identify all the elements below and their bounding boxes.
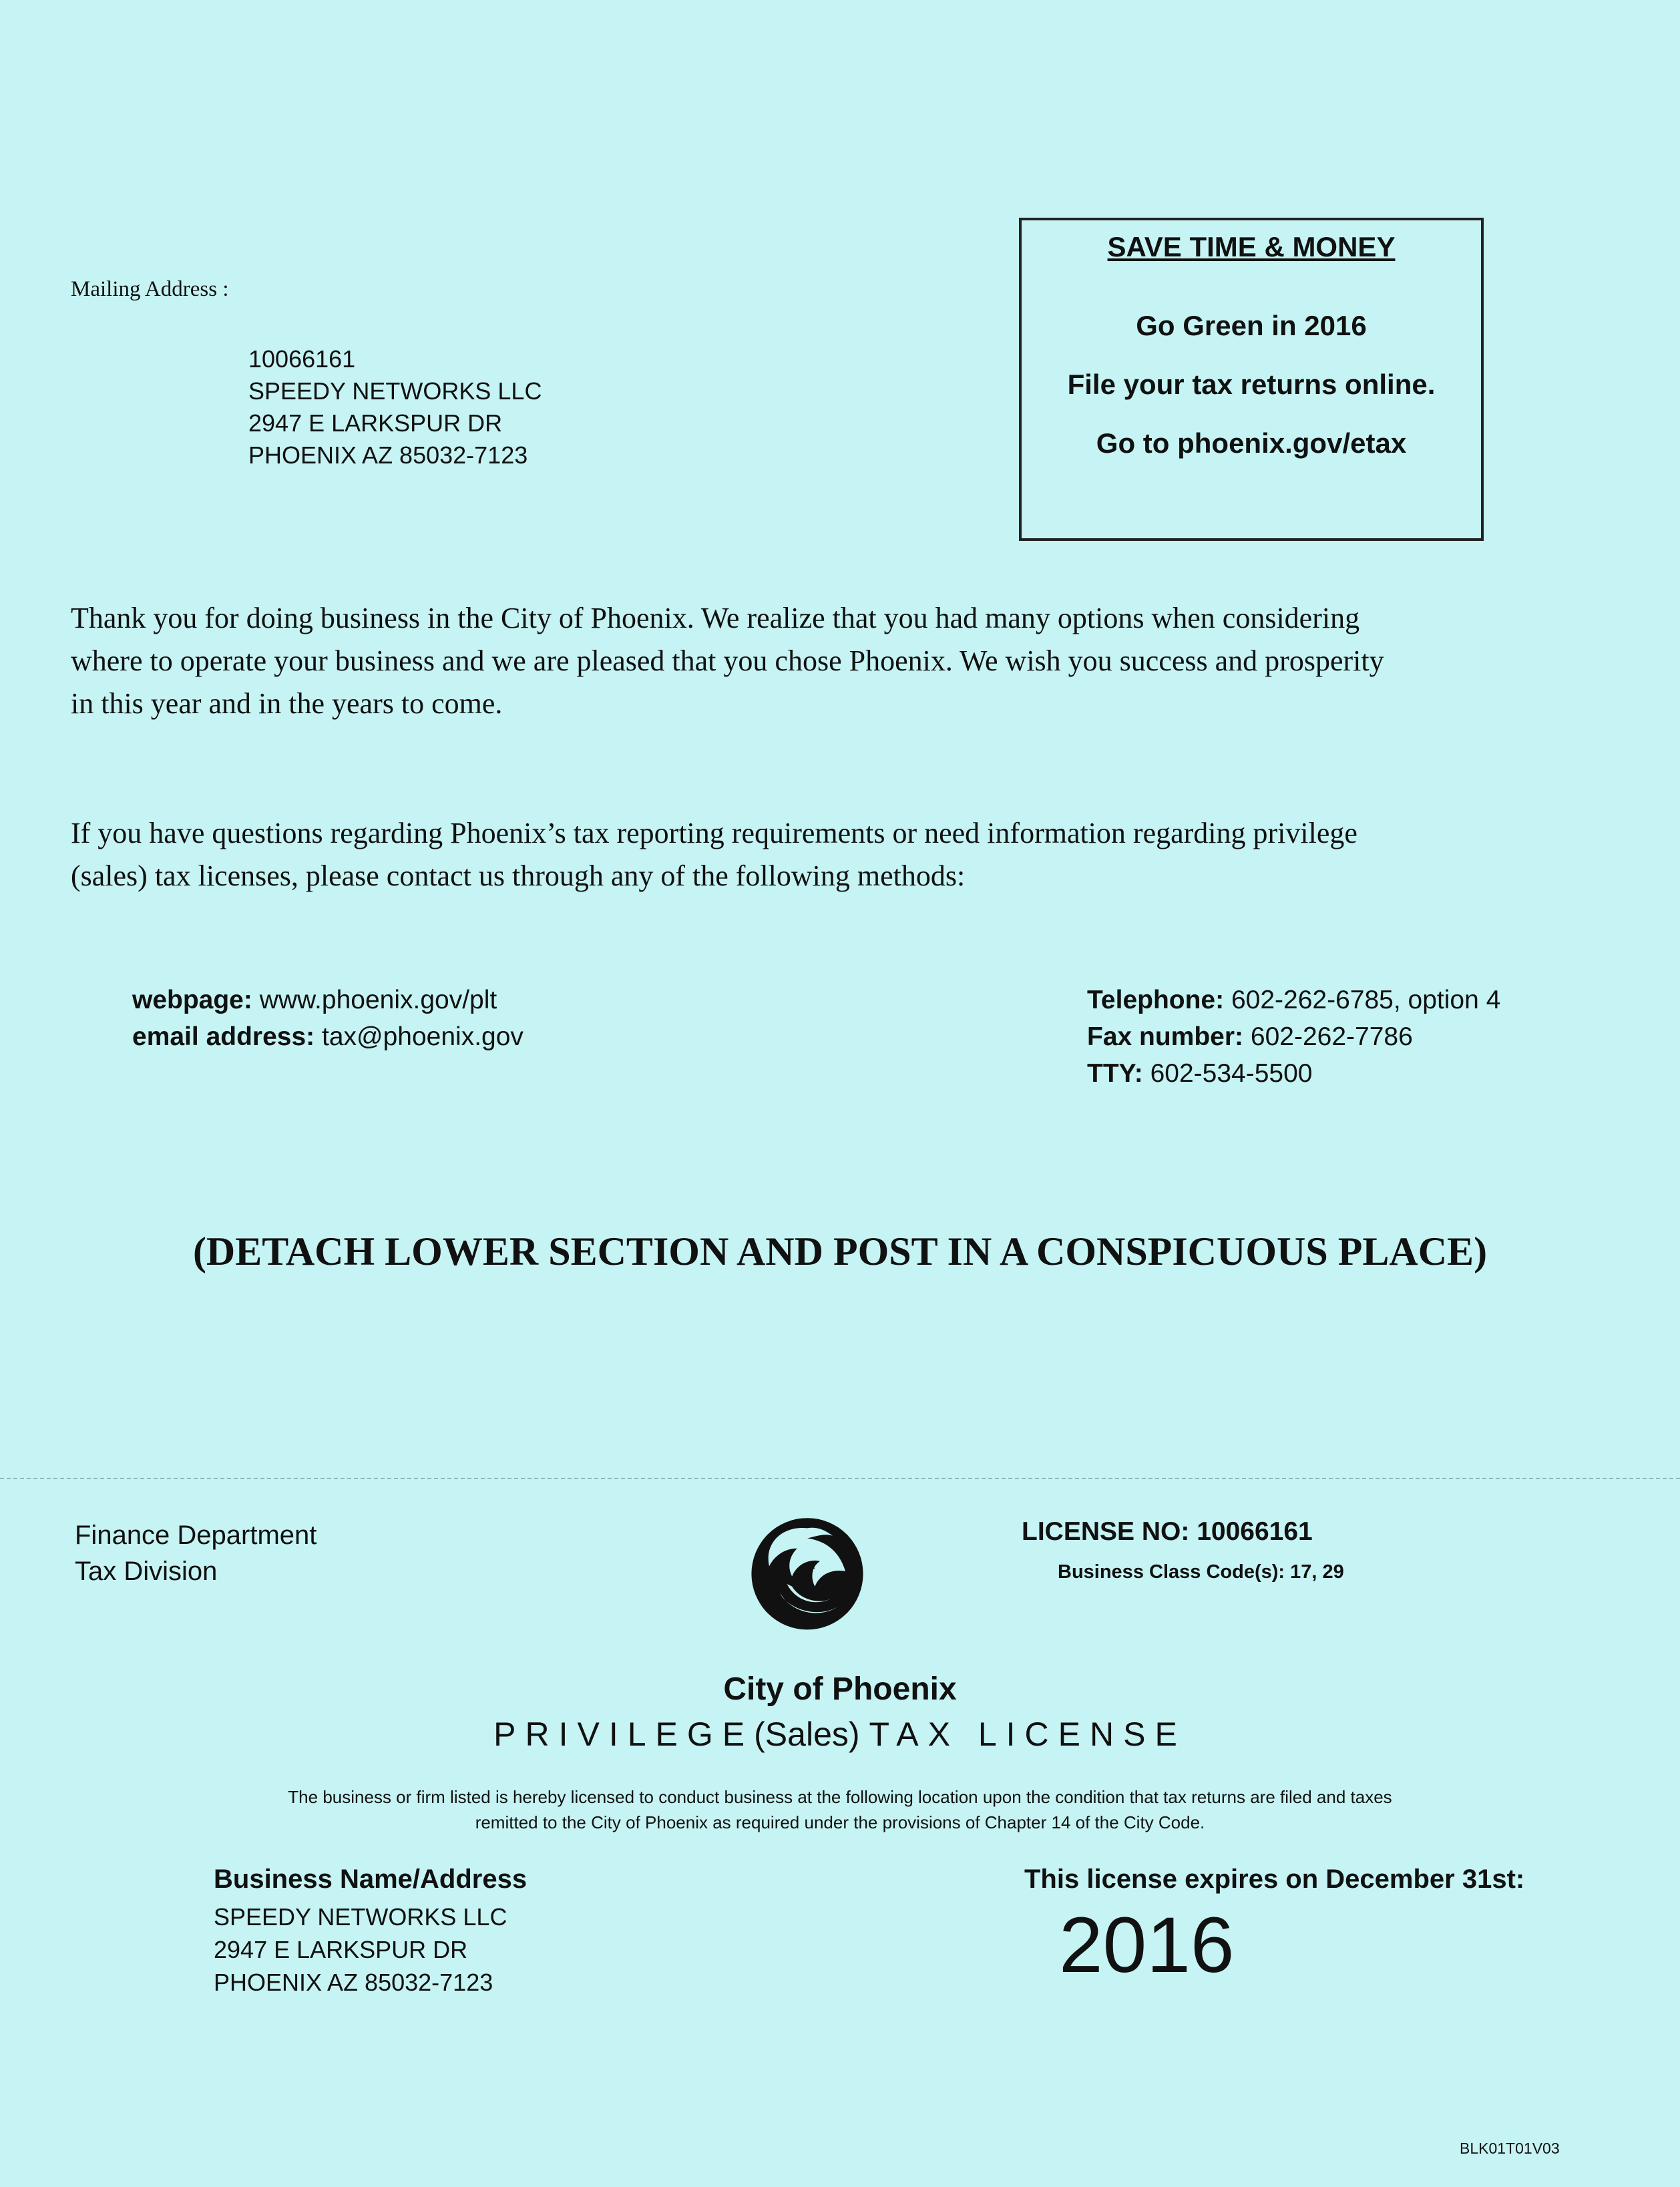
webpage-value: www.phoenix.gov/plt xyxy=(259,986,497,1014)
promo-go-green: Go Green in 2016 xyxy=(1136,310,1367,341)
expiration-year: 2016 xyxy=(1059,1901,1235,1989)
issuing-department xyxy=(75,1517,317,1589)
fax-label: Fax number: xyxy=(1087,1022,1244,1051)
detach-instruction: (DETACH LOWER SECTION AND POST IN A CONSPICUOUS PLACE) xyxy=(192,1229,1488,1273)
license-title-tax-license: TAX LICENSE xyxy=(869,1716,1187,1753)
telephone-value: 602-262-6785, option 4 xyxy=(1231,986,1501,1014)
mailing-city-state-zip: PHOENIX AZ 85032-7123 xyxy=(248,441,528,469)
contact-online xyxy=(132,982,523,1055)
business-street: 2947 E LARKSPUR DR xyxy=(214,1936,468,1963)
promo-file-online: File your tax returns online. xyxy=(1067,369,1436,400)
license-number xyxy=(1022,1517,1313,1547)
class-codes-label: Business Class Code(s): xyxy=(1058,1561,1285,1583)
business-city-state-zip: PHOENIX AZ 85032-7123 xyxy=(214,1969,493,1996)
mailing-address-label: Mailing Address : xyxy=(71,277,229,301)
mailing-street: 2947 E LARKSPUR DR xyxy=(248,409,503,437)
email-value: tax@phoenix.gov xyxy=(321,1022,523,1051)
phoenix-bird-logo-icon xyxy=(744,1508,871,1635)
mailing-address-block xyxy=(248,343,542,471)
telephone-label: Telephone: xyxy=(1087,986,1225,1014)
perforation-line xyxy=(0,1478,1680,1479)
form-code: BLK01T01V03 xyxy=(1460,2140,1560,2157)
email-row xyxy=(132,1018,523,1055)
license-conditions xyxy=(134,1784,1546,1835)
questions-paragraph: If you have questions regarding Phoenix’s tax reporting requirements or need information regarding privilege (sales) tax licenses, please contact us through any of the following methods: xyxy=(71,817,1357,892)
fax-value: 602-262-7786 xyxy=(1250,1022,1413,1051)
conditions-line-2: remitted to the City of Phoenix as required under the provisions of Chapter 14 of the City Code. xyxy=(475,1812,1205,1832)
license-number-value: 10066161 xyxy=(1197,1517,1313,1546)
city-title: City of Phoenix xyxy=(723,1671,957,1707)
promo-box xyxy=(1019,218,1484,541)
license-title xyxy=(0,1715,1680,1754)
tty-row xyxy=(1087,1055,1500,1092)
promo-etax-link: Go to phoenix.gov/etax xyxy=(1096,427,1407,459)
expiration-label: This license expires on December 31st: xyxy=(1024,1864,1525,1894)
division-name: Tax Division xyxy=(75,1557,218,1586)
mailing-business-name: SPEEDY NETWORKS LLC xyxy=(248,377,542,405)
fax-row xyxy=(1087,1018,1500,1055)
business-address-block xyxy=(214,1901,507,1999)
class-codes-value: 17, 29 xyxy=(1290,1561,1344,1583)
account-number: 10066161 xyxy=(248,345,356,373)
license-title-privilege: PRIVILEGE xyxy=(493,1716,755,1753)
email-label: email address: xyxy=(132,1022,315,1051)
business-name: SPEEDY NETWORKS LLC xyxy=(214,1903,507,1931)
thank-you-paragraph: Thank you for doing business in the City of Phoenix. We realize that you had many options when considering where to operate your business and we are pleased that you chose Phoenix. We wish you success and prosperity in this year and in the years to come. xyxy=(71,602,1384,720)
tty-label: TTY: xyxy=(1087,1059,1143,1088)
department-name: Finance Department xyxy=(75,1521,317,1550)
business-class-codes xyxy=(1058,1561,1344,1583)
conditions-line-1: The business or firm listed is hereby licensed to conduct business at the following location upon the condition that tax returns are filed and taxes xyxy=(288,1787,1392,1807)
license-number-label: LICENSE NO: xyxy=(1022,1517,1190,1546)
license-title-sales: (Sales) xyxy=(754,1716,860,1753)
contact-phone xyxy=(1087,982,1500,1092)
promo-heading: SAVE TIME & MONEY xyxy=(1107,231,1396,262)
telephone-row xyxy=(1087,982,1500,1018)
webpage-row xyxy=(132,982,523,1018)
tty-value: 602-534-5500 xyxy=(1150,1059,1313,1088)
webpage-label: webpage: xyxy=(132,986,252,1014)
business-address-heading: Business Name/Address xyxy=(214,1864,528,1894)
